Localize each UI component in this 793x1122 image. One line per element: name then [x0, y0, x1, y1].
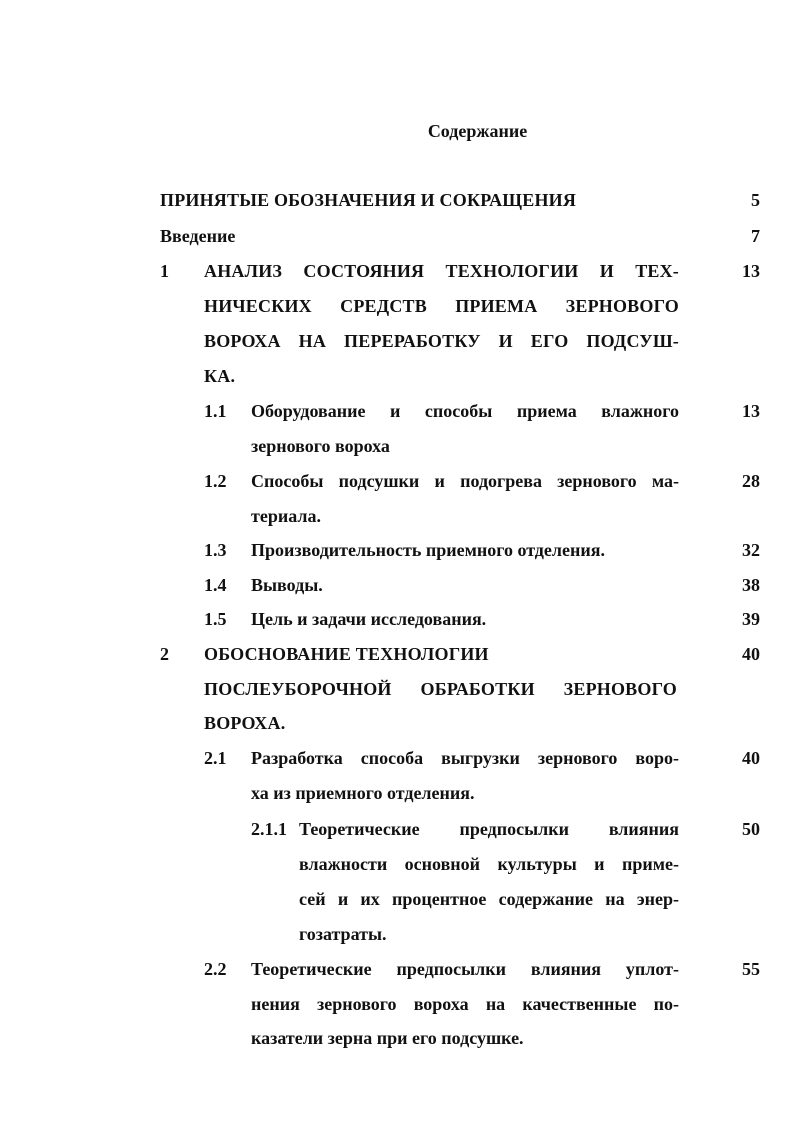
toc-section-number: 1.1 [204, 401, 227, 421]
toc-entry-text: казатели зерна при его подсушке. [251, 1028, 524, 1048]
toc-page-number: 38 [742, 575, 760, 595]
toc-entry-text: КА. [204, 366, 236, 386]
toc-page-number: 5 [751, 190, 760, 210]
toc-entry-text: Цель и задачи исследования. [251, 609, 487, 629]
toc-page-number: 50 [742, 819, 760, 839]
toc-entry-text: гозатраты. [299, 924, 387, 944]
toc-entry-text: Оборудование и способы приема влажного [251, 401, 679, 421]
toc-page-number: 13 [742, 401, 760, 421]
toc-entry-text: сей и их процентное содержание на энер- [299, 889, 679, 909]
toc-entry-text: ВОРОХА НА ПЕРЕРАБОТКУ И ЕГО ПОДСУШ- [204, 331, 679, 351]
toc-page-number: 40 [742, 748, 760, 768]
toc-entry-text: зернового вороха [251, 436, 390, 456]
toc-entry-text: влажности основной культуры и приме- [299, 854, 679, 874]
toc-section-number: 1.3 [204, 540, 227, 560]
toc-section-number: 1 [160, 261, 169, 281]
toc-entry-text: Введение [160, 226, 236, 246]
toc-section-number: 1.2 [204, 471, 227, 491]
toc-entry-text: ха из приемного отделения. [251, 783, 475, 803]
toc-page-number: 39 [742, 609, 760, 629]
page-title: Содержание [427, 121, 528, 141]
toc-entry-text: ВОРОХА. [204, 713, 286, 733]
toc-section-number: 1.4 [204, 575, 227, 595]
toc-page-number: 13 [742, 261, 760, 281]
toc-section-number: 2 [160, 644, 169, 664]
toc-entry-text: Производительность приемного отделения. [251, 540, 605, 560]
toc-section-number: 2.1 [204, 748, 227, 768]
toc-section-number: 1.5 [204, 609, 227, 629]
toc-entry-text: Выводы. [251, 575, 323, 595]
toc-entry-text: териала. [251, 506, 321, 526]
toc-entry-text: ПОСЛЕУБОРОЧНОЙ ОБРАБОТКИ ЗЕРНОВОГО [204, 679, 677, 699]
toc-entry-text: Теоретические предпосылки влияния [299, 819, 679, 839]
toc-page-number: 32 [742, 540, 760, 560]
toc-page-number: 7 [751, 226, 760, 246]
toc-entry-text: Способы подсушки и подогрева зернового ма- [251, 471, 679, 491]
toc-entry-text: ПРИНЯТЫЕ ОБОЗНАЧЕНИЯ И СОКРАЩЕНИЯ [160, 190, 577, 210]
toc-entry-text: ОБОСНОВАНИЕ ТЕХНОЛОГИИ [204, 644, 489, 664]
toc-entry-text: Теоретические предпосылки влияния уплот- [251, 959, 679, 979]
toc-entry-text: НИЧЕСКИХ СРЕДСТВ ПРИЕМА ЗЕРНОВОГО [204, 296, 679, 316]
toc-page-number: 40 [742, 644, 760, 664]
toc-section-number: 2.2 [204, 959, 227, 979]
toc-entry-text: нения зернового вороха на качественные по- [251, 994, 679, 1014]
toc-section-number: 2.1.1 [251, 819, 287, 839]
toc-entry-text: Разработка способа выгрузки зернового воро- [251, 748, 679, 768]
toc-entry-text: АНАЛИЗ СОСТОЯНИЯ ТЕХНОЛОГИИ И ТЕХ- [204, 261, 679, 281]
toc-page-number: 55 [742, 959, 760, 979]
toc-page-number: 28 [742, 471, 760, 491]
